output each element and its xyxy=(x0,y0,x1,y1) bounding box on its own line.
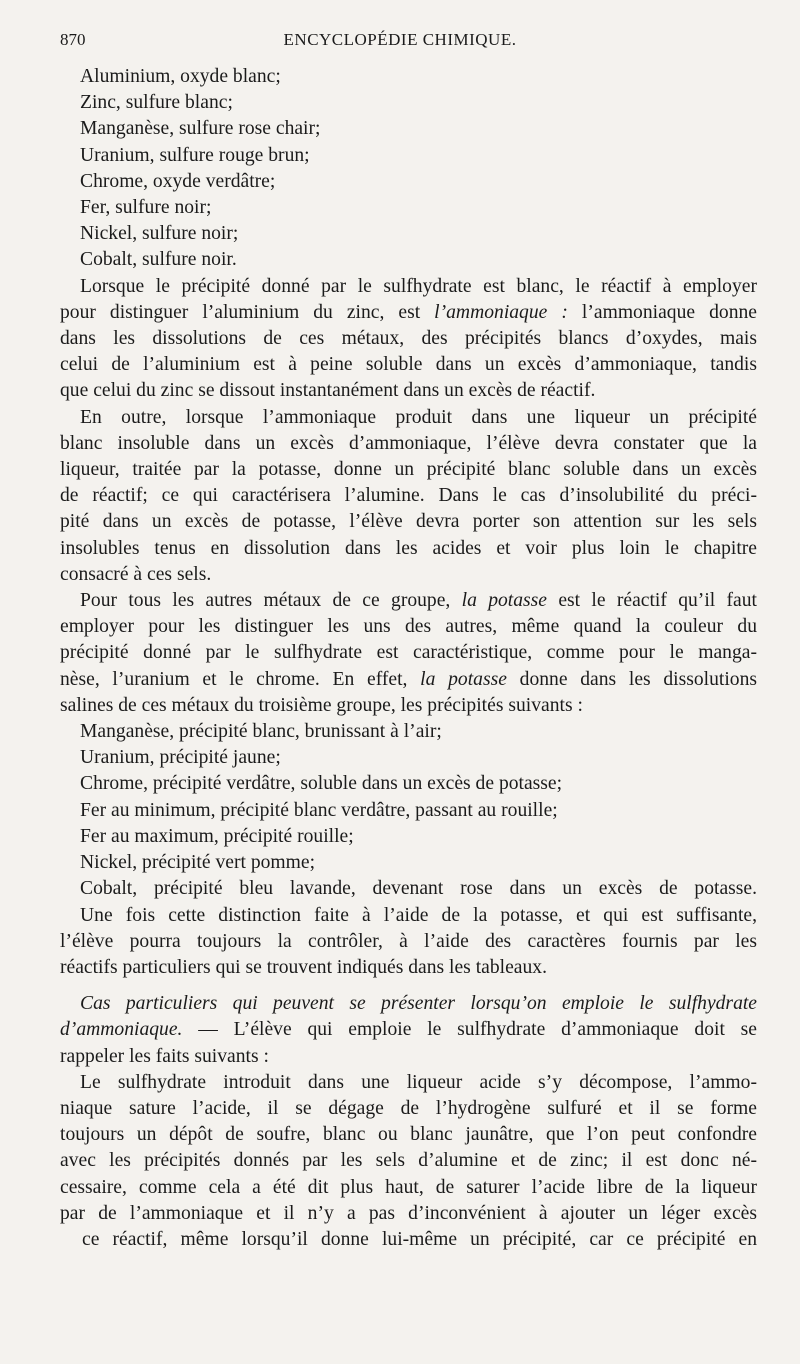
text-line: réactifs particuliers qui se trouvent indiqués dans les tableaux. xyxy=(60,956,547,978)
text-run: est le réactif qu’il faut xyxy=(547,590,757,612)
text-run: donne dans les dissolutions xyxy=(506,668,758,690)
list-item: Aluminium, oxyde blanc; xyxy=(80,66,281,87)
text-line: avec les précipités donnés par les sels d’alumine et de zinc; il est donc né- xyxy=(60,1150,757,1172)
paragraph xyxy=(60,588,757,719)
list-item: Fer, sulfure noir; xyxy=(80,197,212,219)
list-item: Cobalt, sulfure noir. xyxy=(80,249,237,271)
text-line: cessaire, comme cela a été dit plus haut, de saturer l’acide libre de la liqueur xyxy=(60,1176,757,1198)
text-line: insolubles tenus en dissolution dans les acides et voir plus loin le chapitre xyxy=(60,537,757,559)
text-line: Lorsque le précipité donné par le sulfhydrate est blanc, le réactif à employer xyxy=(80,275,757,297)
text-line xyxy=(60,667,757,693)
text-line: précipité donné par le sulfhydrate est caractéristique, comme pour le manga- xyxy=(60,642,757,664)
text-line xyxy=(60,1017,757,1043)
text-line: Une fois cette distinction faite à l’aide de la potasse, et qui est suffisante, xyxy=(80,904,757,926)
text-line xyxy=(60,300,757,326)
text-line: par de l’ammoniaque et il n’y a pas d’inconvénient à ajouter un léger excès xyxy=(60,1202,757,1224)
section-heading-paragraph xyxy=(60,991,757,1070)
list-item: Manganèse, précipité blanc, brunissant à l’air; xyxy=(80,721,442,743)
text-line: consacré à ces sels. xyxy=(60,563,212,585)
section-spacer xyxy=(60,981,757,991)
list-item: Fer au minimum, précipité blanc verdâtre, passant au rouille; xyxy=(80,799,558,821)
text-line: pité dans un excès de potasse, l’élève devra porter son attention sur les sels xyxy=(60,511,757,533)
text-line: que celui du zinc se dissout instantanément dans un excès de réactif. xyxy=(60,380,596,402)
list-item: Chrome, oxyde verdâtre; xyxy=(80,170,276,192)
paragraph xyxy=(60,405,757,588)
list-item: Zinc, sulfure blanc; xyxy=(80,92,233,114)
text-line: Le sulfhydrate introduit dans une liqueur acide s’y décompose, l’ammo- xyxy=(80,1071,757,1093)
paragraph xyxy=(60,1070,757,1253)
emphasis: la potasse xyxy=(420,668,507,690)
text-run: Pour tous les autres métaux de ce groupe, xyxy=(80,590,462,612)
text-run: pour distinguer l’aluminium du zinc, est xyxy=(60,301,435,323)
page-header xyxy=(60,30,740,54)
text-line: ce réactif, même lorsqu’il donne lui-même un précipité, car ce précipité en xyxy=(82,1228,757,1250)
body-text xyxy=(60,64,757,1253)
list-item: Uranium, précipité jaune; xyxy=(80,747,281,769)
text-line: En outre, lorsque l’ammoniaque produit dans une liqueur un précipité xyxy=(80,406,757,428)
text-line: celui de l’aluminium est à peine soluble dans un excès d’ammoniaque, tandis xyxy=(60,354,757,376)
paragraph xyxy=(60,903,757,982)
emphasis: l’ammoniaque : xyxy=(434,301,568,323)
emphasis: la potasse xyxy=(461,590,547,612)
text-line: niaque sature l’acide, il se dégage de l’hydrogène sulfuré et il se forme xyxy=(60,1097,757,1119)
list-item: Uranium, sulfure rouge brun; xyxy=(80,144,310,166)
text-line: blanc insoluble dans un excès d’ammoniaque, l’élève devra constater que la xyxy=(60,432,757,454)
text-run: — L’élève qui emploie le sulfhydrate d’ammoniaque doit se xyxy=(182,1019,757,1041)
text-line: dans les dissolutions de ces métaux, des précipités blancs d’oxydes, mais xyxy=(60,328,757,350)
running-title: ENCYCLOPÉDIE CHIMIQUE. xyxy=(283,30,517,49)
page-number: 870 xyxy=(60,30,86,49)
text-line: employer pour les distinguer les uns des autres, même quand la couleur du xyxy=(60,616,757,638)
paragraph xyxy=(60,274,757,405)
text-run: nèse, l’uranium et le chrome. En effet, xyxy=(60,668,421,690)
text-line: l’élève pourra toujours la contrôler, à l’aide des caractères fournis par les xyxy=(60,930,757,952)
list-item: Fer au maximum, précipité rouille; xyxy=(80,825,354,847)
text-line xyxy=(60,588,757,614)
section-title xyxy=(60,991,757,1017)
text-line: toujours un dépôt de soufre, blanc ou blanc jaunâtre, que l’on peut confondre xyxy=(60,1124,757,1146)
text-line: rappeler les faits suivants : xyxy=(60,1045,269,1067)
emphasis: Cas particuliers qui peuvent se présenter lorsqu’on emploie le sulfhydrate xyxy=(80,993,757,1015)
text-line: salines de ces métaux du troisième groupe, les précipités suivants : xyxy=(60,694,583,716)
list-item: Nickel, sulfure noir; xyxy=(80,223,239,245)
text-line: liqueur, traitée par la potasse, donne un précipité blanc soluble dans un excès xyxy=(60,459,757,481)
list-item: Nickel, précipité vert pomme; xyxy=(80,852,316,874)
text-line: de réactif; ce qui caractérisera l’alumine. Dans le cas d’insolubilité du préci- xyxy=(60,485,757,507)
list-item: Cobalt, précipité bleu lavande, devenant rose dans un excès de potasse. xyxy=(80,878,757,900)
emphasis: d’ammoniaque. xyxy=(60,1019,183,1041)
text-run: l’ammoniaque donne xyxy=(567,301,757,323)
list-item: Manganèse, sulfure rose chair; xyxy=(80,118,321,140)
list-item: Chrome, précipité verdâtre, soluble dans un excès de potasse; xyxy=(80,773,563,795)
